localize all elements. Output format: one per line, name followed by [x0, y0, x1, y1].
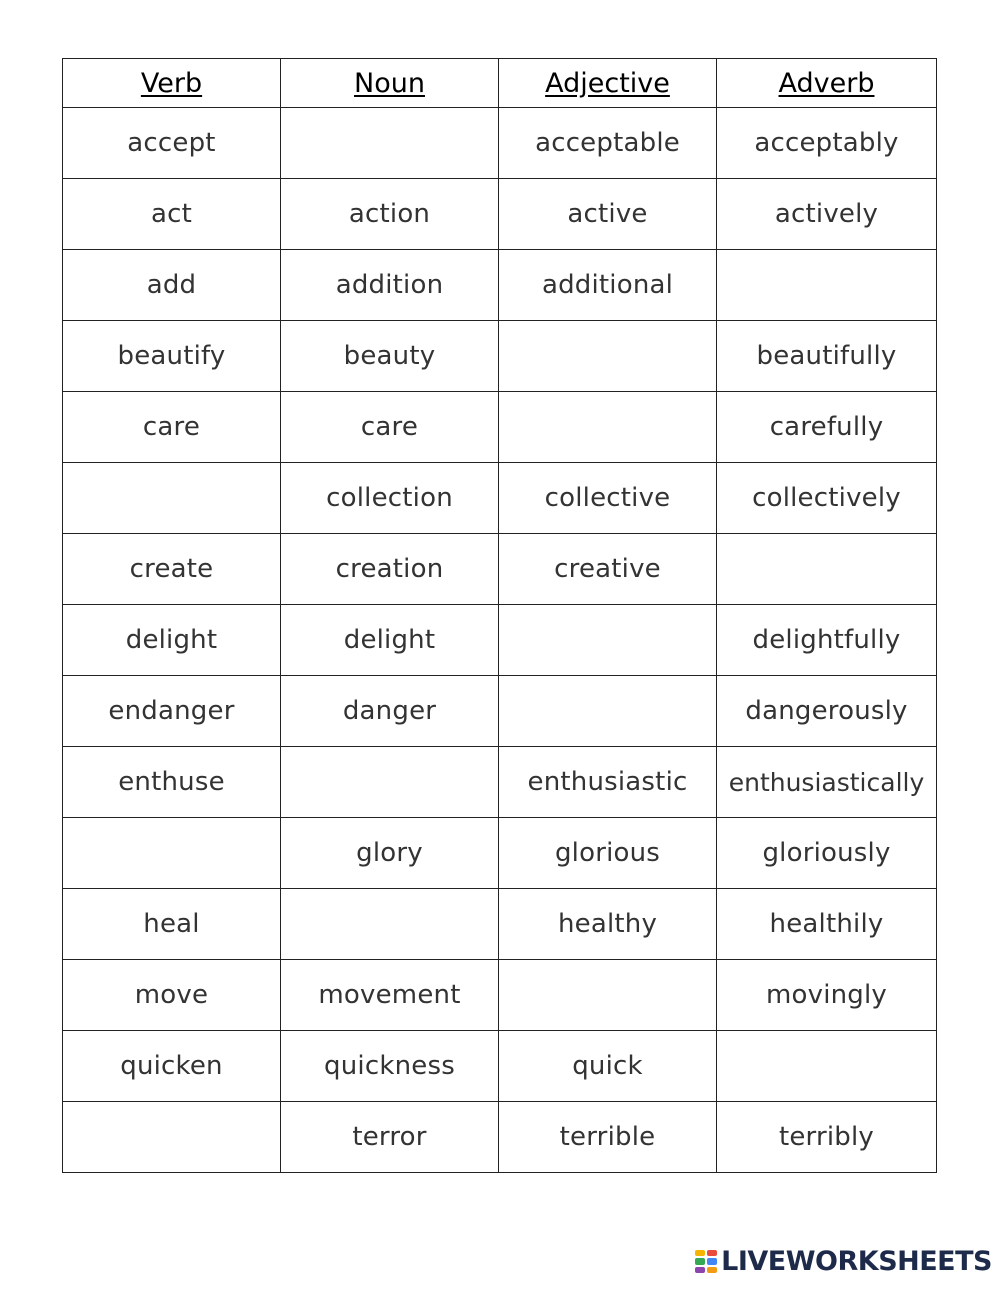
cell-noun: action [281, 179, 499, 250]
cell-noun: care [281, 392, 499, 463]
table-body [63, 108, 937, 1173]
cell-adjective [499, 321, 717, 392]
cell-noun: danger [281, 676, 499, 747]
header-adjective: Adjective [499, 59, 717, 108]
cell-verb: quicken [63, 1031, 281, 1102]
cell-adjective: creative [499, 534, 717, 605]
cell-noun: quickness [281, 1031, 499, 1102]
cell-adverb: actively [717, 179, 937, 250]
cell-noun: terror [281, 1102, 499, 1173]
cell-verb: act [63, 179, 281, 250]
cell-adjective: additional [499, 250, 717, 321]
table-row [63, 818, 937, 889]
cell-noun [281, 889, 499, 960]
table-row [63, 463, 937, 534]
cell-verb [63, 818, 281, 889]
cell-verb: care [63, 392, 281, 463]
cell-noun: movement [281, 960, 499, 1031]
table-row [63, 534, 937, 605]
cell-verb: add [63, 250, 281, 321]
cell-adverb: terribly [717, 1102, 937, 1173]
cell-adverb [717, 1031, 937, 1102]
cell-verb: heal [63, 889, 281, 960]
cell-noun: delight [281, 605, 499, 676]
cell-verb [63, 1102, 281, 1173]
cell-adjective: collective [499, 463, 717, 534]
cell-noun: beauty [281, 321, 499, 392]
cell-adverb: carefully [717, 392, 937, 463]
cell-verb: endanger [63, 676, 281, 747]
cell-noun: glory [281, 818, 499, 889]
cell-verb: move [63, 960, 281, 1031]
cell-verb [63, 463, 281, 534]
liveworksheets-logo [695, 1246, 992, 1277]
table-row [63, 250, 937, 321]
cell-noun [281, 747, 499, 818]
cell-adverb [717, 534, 937, 605]
cell-adverb [717, 250, 937, 321]
header-adverb: Adverb [717, 59, 937, 108]
table-row [63, 392, 937, 463]
cell-adjective: active [499, 179, 717, 250]
cell-adverb: gloriously [717, 818, 937, 889]
cell-noun: collection [281, 463, 499, 534]
cell-noun: addition [281, 250, 499, 321]
cell-adjective: acceptable [499, 108, 717, 179]
cell-adverb: dangerously [717, 676, 937, 747]
cell-adjective: quick [499, 1031, 717, 1102]
logo-icon [695, 1250, 717, 1274]
cell-adverb: enthusiastically [717, 747, 937, 818]
cell-adjective: enthusiastic [499, 747, 717, 818]
cell-adverb: collectively [717, 463, 937, 534]
cell-verb: create [63, 534, 281, 605]
table-row [63, 960, 937, 1031]
table-row [63, 1031, 937, 1102]
cell-adverb: movingly [717, 960, 937, 1031]
table-row [63, 1102, 937, 1173]
brand-name: LIVEWORKSHEETS [721, 1246, 992, 1277]
table-row [63, 321, 937, 392]
cell-adverb: healthily [717, 889, 937, 960]
cell-adjective: healthy [499, 889, 717, 960]
cell-verb: accept [63, 108, 281, 179]
table-row [63, 605, 937, 676]
table-row [63, 889, 937, 960]
header-noun: Noun [281, 59, 499, 108]
cell-noun: creation [281, 534, 499, 605]
table-row [63, 179, 937, 250]
cell-verb: delight [63, 605, 281, 676]
cell-verb: enthuse [63, 747, 281, 818]
cell-adjective [499, 960, 717, 1031]
header-verb: Verb [63, 59, 281, 108]
table-row [63, 108, 937, 179]
table-row [63, 747, 937, 818]
cell-adverb: beautifully [717, 321, 937, 392]
cell-adverb: delightfully [717, 605, 937, 676]
cell-adjective [499, 392, 717, 463]
word-forms-table [62, 58, 937, 1173]
cell-adjective: terrible [499, 1102, 717, 1173]
cell-adjective [499, 605, 717, 676]
cell-adjective [499, 676, 717, 747]
header-row [63, 59, 937, 108]
cell-verb: beautify [63, 321, 281, 392]
cell-adverb: acceptably [717, 108, 937, 179]
table-row [63, 676, 937, 747]
cell-adjective: glorious [499, 818, 717, 889]
cell-noun [281, 108, 499, 179]
